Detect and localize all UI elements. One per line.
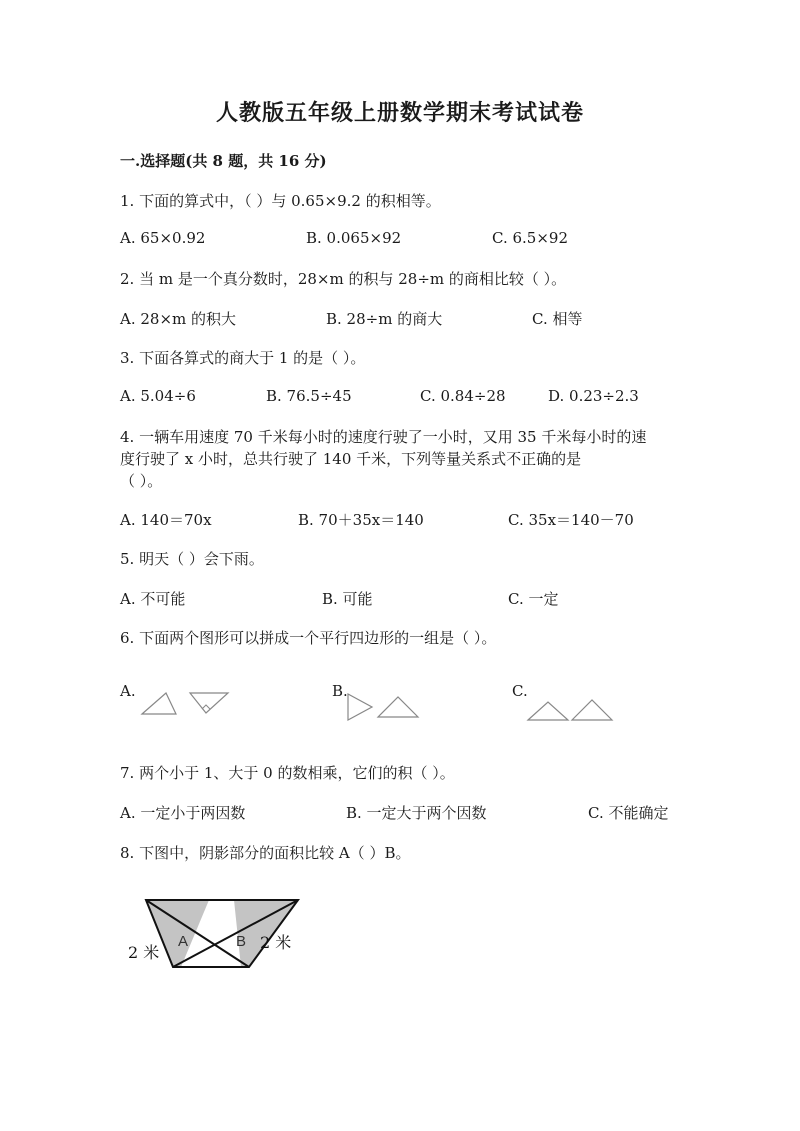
question-4-stem-line-2: 度行驶了 x 小时，总共行驶了 140 千米，下列等量关系式不正确的是 xyxy=(120,450,582,468)
triangle-shape xyxy=(348,694,372,720)
right-dimension-label: 2 米 xyxy=(260,933,292,952)
triangle-shape xyxy=(142,693,176,714)
question-3-option-b: B. 76.5÷45 xyxy=(266,387,352,405)
triangle-shape xyxy=(378,697,418,717)
triangle-shape xyxy=(528,702,568,720)
question-5-option-a: A. 不可能 xyxy=(120,590,186,608)
question-6-option-b-figure xyxy=(344,690,426,724)
question-5-stem: 5. 明天（ ）会下雨。 xyxy=(120,550,264,568)
question-1-option-a: A. 65×0.92 xyxy=(120,229,206,247)
question-6-stem: 6. 下面两个图形可以拼成一个平行四边形的一组是（ ）。 xyxy=(120,629,497,647)
question-3-option-c: C. 0.84÷28 xyxy=(420,387,506,405)
question-8-figure xyxy=(124,892,304,978)
question-7-option-a: A. 一定小于两因数 xyxy=(120,804,246,822)
question-4-option-c: C. 35x＝140－70 xyxy=(508,511,634,529)
question-1-stem: 1. 下面的算式中，（ ）与 0.65×9.2 的积相等。 xyxy=(120,192,441,210)
triangle-shape xyxy=(572,700,612,720)
question-1-option-c: C. 6.5×92 xyxy=(492,229,568,247)
question-6-option-a-figure xyxy=(138,686,234,722)
question-2-option-a: A. 28×m 的积大 xyxy=(120,310,237,328)
region-a-label: A xyxy=(178,933,189,950)
question-2-option-c: C. 相等 xyxy=(532,310,583,328)
left-dimension-label: 2 米 xyxy=(128,943,160,962)
question-4-stem-line-1: 4. 一辆车用速度 70 千米每小时的速度行驶了一小时，又用 35 千米每小时的速 xyxy=(120,428,647,446)
section-heading: 一.选择题(共 8 题，共 16 分) xyxy=(120,152,327,170)
question-3-stem: 3. 下面各算式的商大于 1 的是（ ）。 xyxy=(120,349,366,367)
question-1-option-b: B. 0.065×92 xyxy=(306,229,402,247)
question-6-option-a: A. xyxy=(120,682,136,700)
question-4-option-a: A. 140＝70x xyxy=(120,511,212,529)
question-6-option-c: C. xyxy=(512,682,528,700)
question-3-option-d: D. 0.23÷2.3 xyxy=(548,387,639,405)
question-6-option-c-figure xyxy=(526,694,616,724)
question-3-option-a: A. 5.04÷6 xyxy=(120,387,196,405)
question-7-option-b: B. 一定大于两个因数 xyxy=(346,804,487,822)
question-2-stem: 2. 当 m 是一个真分数时，28×m 的积与 28÷m 的商相比较（ ）。 xyxy=(120,270,567,288)
question-5-option-b: B. 可能 xyxy=(322,590,373,608)
question-4-stem-line-3: （ ）。 xyxy=(120,472,163,490)
question-4-option-b: B. 70＋35x＝140 xyxy=(298,511,424,529)
question-7-option-c: C. 不能确定 xyxy=(588,804,669,822)
question-6-option-b: B. xyxy=(332,682,348,700)
question-7-stem: 7. 两个小于 1、大于 0 的数相乘，它们的积（ ）。 xyxy=(120,764,455,782)
question-2-option-b: B. 28÷m 的商大 xyxy=(326,310,443,328)
question-8-stem: 8. 下图中，阴影部分的面积比较 A（ ）B。 xyxy=(120,844,411,862)
triangle-shape xyxy=(190,693,228,713)
question-5-option-c: C. 一定 xyxy=(508,590,559,608)
page-title: 人教版五年级上册数学期末考试试卷 xyxy=(215,100,584,126)
right-angle-mark xyxy=(202,705,210,709)
region-b-label: B xyxy=(236,933,247,950)
